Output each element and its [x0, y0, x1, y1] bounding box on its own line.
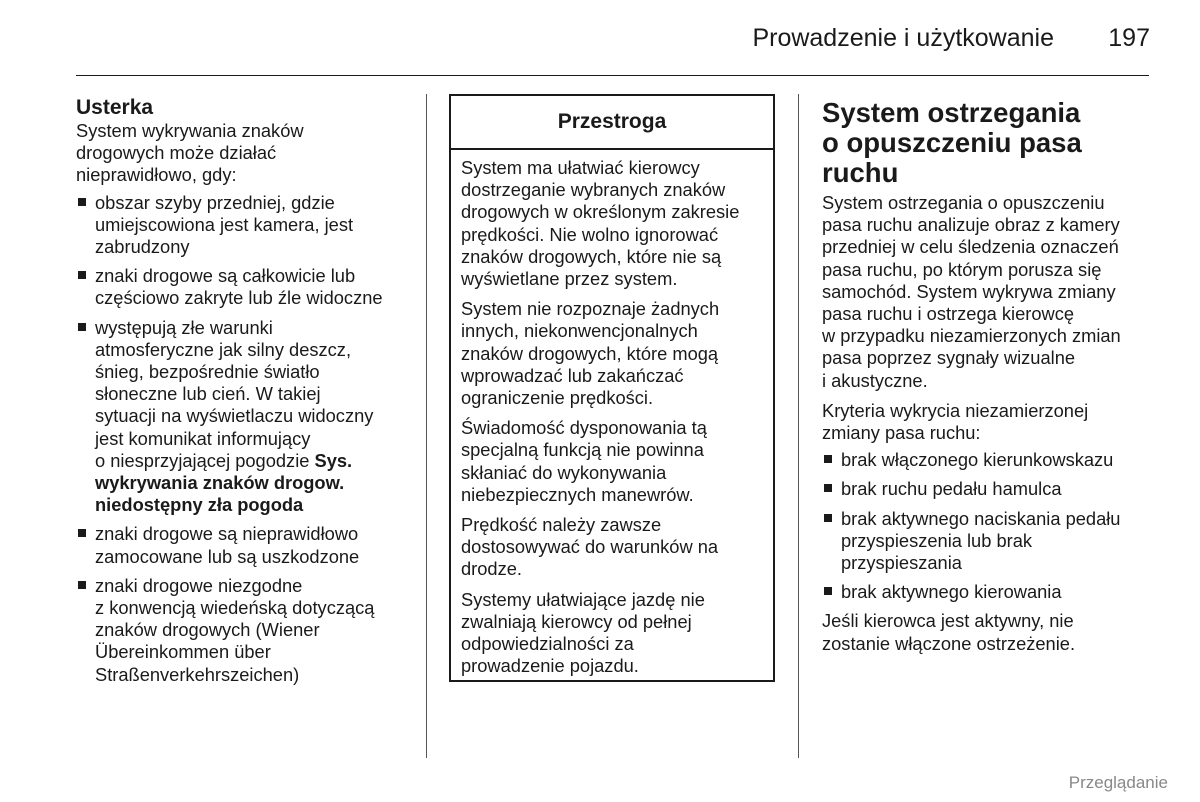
display-message-text: niedostępny zła pogoda	[95, 494, 304, 516]
display-message-text: wykrywania znaków drogow.	[95, 472, 345, 494]
list-item: obszar szyby przedniej, gdzie umiejscowiona jest kamera, jest zabrudzony	[76, 192, 416, 259]
page-number: 197	[1108, 24, 1150, 52]
caution-body	[451, 150, 773, 677]
body-paragraph: System ostrzegania o opuszczeniu pasa ruchu analizuje obraz z kamery przedniej w celu śledzenia oznaczeń pasa ruchu, po którym porusza się samochód. System wykrywa zmiany pasa ruchu i ostrzega kierowcę w przypadku niezamierzonych zmian pasa poprzez sygnały wizualne i akustyczne.	[822, 192, 1121, 391]
display-message-text: Sys.	[314, 449, 353, 471]
list-item: znaki drogowe są całkowicie lub częściowo zakryte lub źle widoczne	[76, 265, 416, 309]
list-item: brak włączonego kierunkowskazu	[822, 449, 1162, 471]
caution-paragraph: System nie rozpoznaje żadnych innych, niekonwencjonalnych znaków drogowych, które mogą wprowadzać lub zakańczać ograniczenie prędkości.	[461, 298, 720, 409]
text-line: nieprawidłowo, gdy:	[76, 164, 237, 186]
column-divider	[798, 94, 799, 758]
list-item: brak ruchu pedału hamulca	[822, 478, 1162, 500]
list-item: znaki drogowe są nieprawidłowo zamocowane lub są uszkodzone	[76, 523, 416, 567]
header-title: Prowadzenie i użytkowanie	[752, 24, 1054, 52]
list-item: brak aktywnego naciskania pedału przyspieszenia lub brak przyspieszania	[822, 508, 1162, 575]
list-item: występują złe warunki atmosferyczne jak silny deszcz, śnieg, bezpośrednie światło słoneczne lub cień. W takiej sytuacji na wyświetlaczu widoczny jest komunikat informujący o niesprzyjającej pogodzie Sys. wykrywania znaków drogow. niedostępny zła pogoda	[76, 317, 416, 517]
left-column	[76, 96, 416, 693]
section-heading: System ostrzegania o opuszczeniu pasa ruchu	[822, 97, 1082, 188]
body-paragraph: Kryteria wykrycia niezamierzonej zmiany pasa ruchu:	[822, 399, 1089, 444]
footer-label: Przeglądanie	[1068, 773, 1168, 792]
body-paragraph: Jeśli kierowca jest aktywny, nie zostanie włączone ostrzeżenie.	[822, 610, 1076, 654]
caution-title: Przestroga	[451, 96, 773, 150]
text-line: drogowych może działać	[76, 142, 277, 164]
list-item: brak aktywnego kierowania	[822, 581, 1162, 603]
caution-paragraph: Świadomość dysponowania tą specjalną funkcją nie powinna skłaniać do wykonywania niebezpiecznych manewrów.	[461, 417, 707, 505]
caution-paragraph: System ma ułatwiać kierowcy dostrzeganie wybranych znaków drogowych w określonym zakresie prędkości. Nie wolno ignorować znaków drogowych, które nie są wyświetlane przez system.	[461, 157, 740, 290]
list-item: znaki drogowe niezgodne z konwencją wiedeńską dotyczącą znaków drogowych (Wiener Übereinkommen über Straßenverkehrszeichen)	[76, 575, 416, 686]
caution-box	[449, 94, 775, 682]
caution-paragraph: Systemy ułatwiające jazdę nie zwalniają kierowcy od pełnej odpowiedzialności za prowadzenie pojazdu.	[461, 588, 705, 677]
right-column	[822, 98, 1162, 655]
caution-paragraph: Prędkość należy zawsze dostosowywać do warunków na drodze.	[461, 514, 719, 580]
fault-list	[76, 192, 416, 686]
text-line: System wykrywania znaków	[76, 120, 304, 141]
criteria-list	[822, 449, 1162, 603]
section-heading: Usterka	[76, 96, 154, 119]
header-rule	[76, 75, 1149, 76]
column-divider	[426, 94, 427, 758]
intro-paragraph	[76, 120, 416, 187]
